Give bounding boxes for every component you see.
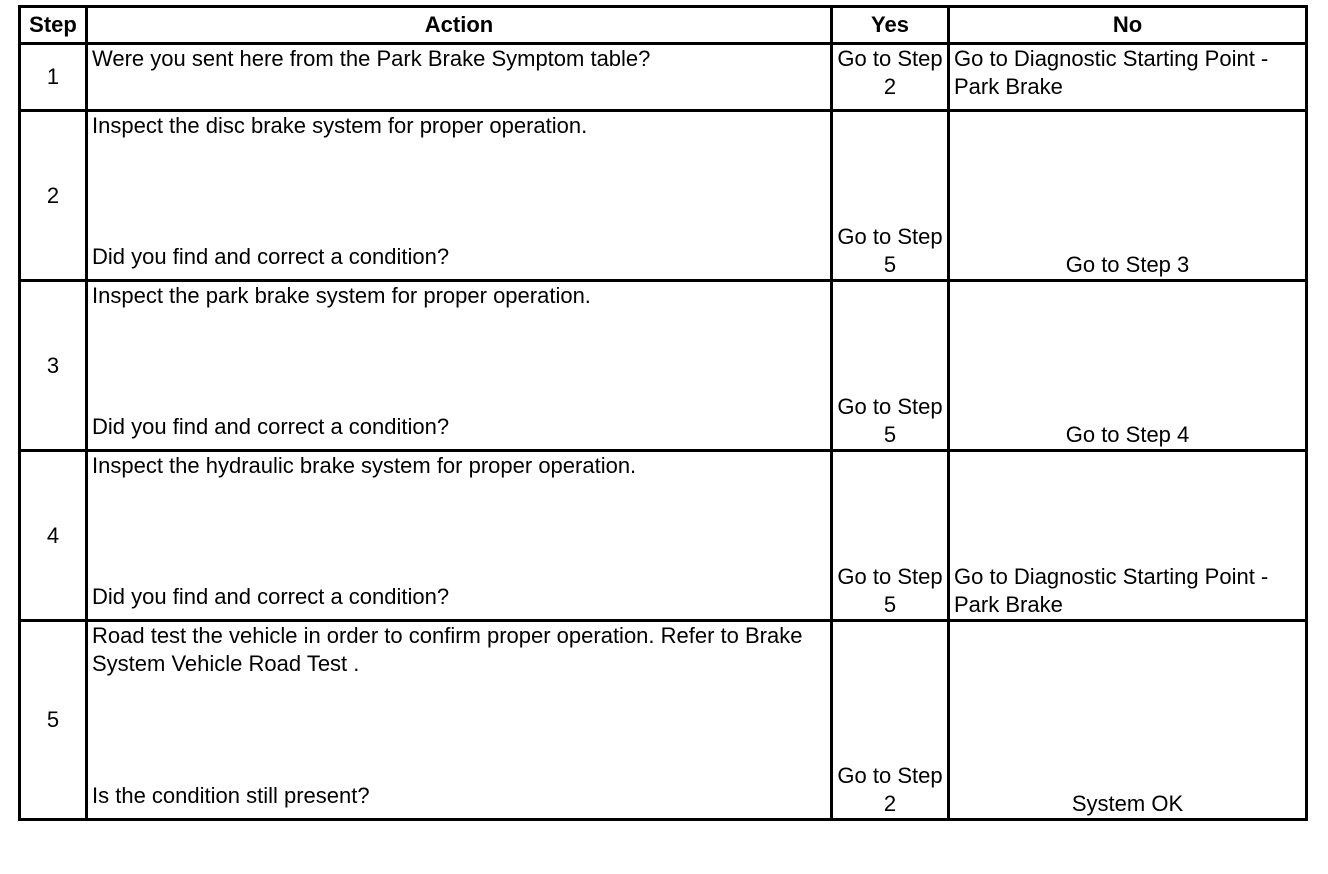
no-cell: System OK [949, 621, 1307, 820]
header-no: No [949, 7, 1307, 44]
action-question: Is the condition still present? [92, 783, 370, 808]
header-yes: Yes [832, 7, 949, 44]
action-question: Did you find and correct a condition? [92, 414, 450, 439]
header-action: Action [87, 7, 832, 44]
yes-cell: Go to Step 2 [832, 44, 949, 111]
table-row [20, 44, 1307, 111]
table-row [20, 111, 1307, 281]
action-cell [87, 621, 832, 820]
table-header-row [20, 7, 1307, 44]
action-text: Inspect the disc brake system for proper operation. [92, 113, 588, 138]
header-step: Step [20, 7, 87, 44]
action-text: Road test the vehicle in order to confirm proper operation. Refer to Brake System Vehicle Road Test . [92, 623, 803, 676]
yes-cell: Go to Step 5 [832, 451, 949, 621]
no-cell: Go to Step 3 [949, 111, 1307, 281]
table-row [20, 621, 1307, 820]
step-number: 2 [20, 111, 87, 281]
action-text: Were you sent here from the Park Brake Symptom table? [92, 46, 651, 71]
yes-cell: Go to Step 5 [832, 281, 949, 451]
action-cell [87, 281, 832, 451]
no-cell: Go to Step 4 [949, 281, 1307, 451]
step-number: 5 [20, 621, 87, 820]
table-row [20, 451, 1307, 621]
action-question: Did you find and correct a condition? [92, 584, 450, 609]
action-text: Inspect the park brake system for proper operation. [92, 283, 591, 308]
no-cell: Go to Diagnostic Starting Point - Park Brake [949, 451, 1307, 621]
action-cell [87, 44, 832, 111]
action-cell [87, 111, 832, 281]
no-cell: Go to Diagnostic Starting Point - Park Brake [949, 44, 1307, 111]
yes-cell: Go to Step 5 [832, 111, 949, 281]
action-cell [87, 451, 832, 621]
step-number: 3 [20, 281, 87, 451]
step-number: 1 [20, 44, 87, 111]
diagnostic-table [18, 5, 1308, 821]
action-text: Inspect the hydraulic brake system for proper operation. [92, 453, 637, 478]
step-number: 4 [20, 451, 87, 621]
table-row [20, 281, 1307, 451]
yes-cell: Go to Step 2 [832, 621, 949, 820]
action-question: Did you find and correct a condition? [92, 244, 450, 269]
